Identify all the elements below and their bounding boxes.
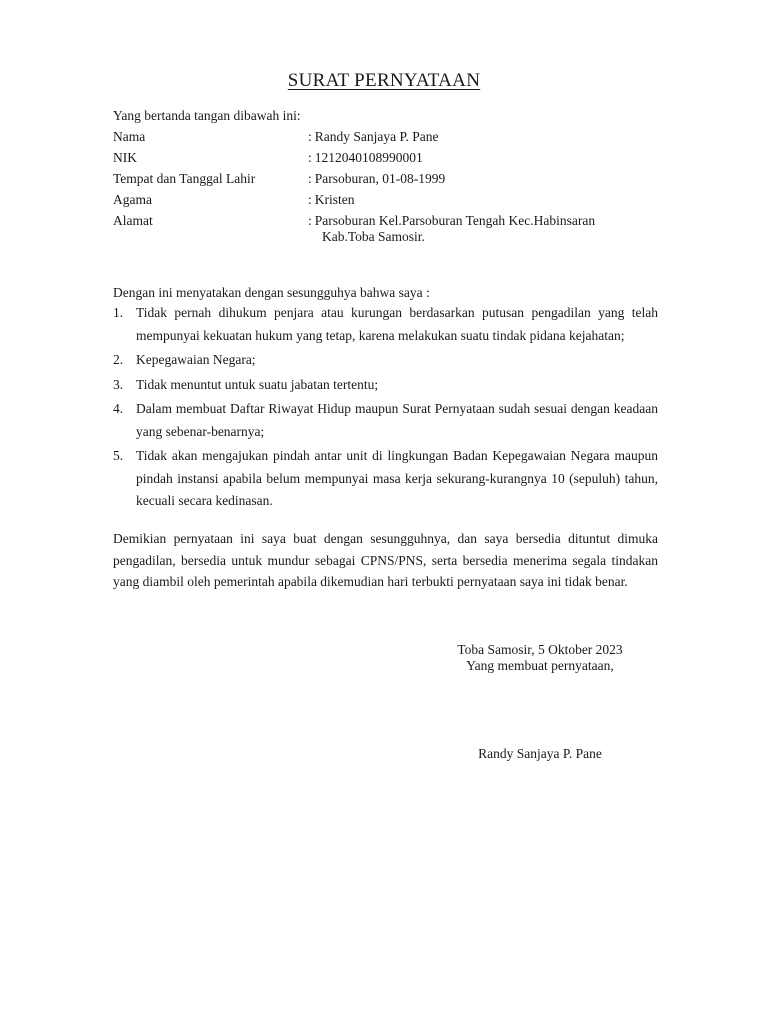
list-number: 1. [113, 305, 124, 320]
identity-label: Alamat [113, 213, 153, 228]
list-number: 5. [113, 448, 124, 463]
list-text: Tidak pernah dihukum penjara atau kurungan berdasarkan putusan pengadilan yang telah mempunyai kekuatan hukum yang tetap, karena melakukan suatu tindak pidana kejahatan; [136, 305, 658, 343]
list-number: 3. [113, 376, 124, 392]
identity-value: : 1212040108990001 [308, 150, 423, 165]
identity-row-birth [113, 171, 653, 187]
identity-label: Nama [113, 129, 146, 144]
identity-row-nik [113, 150, 653, 166]
identity-label: NIK [113, 150, 137, 165]
identity-value-continued: Kab.Toba Samosir. [322, 229, 425, 244]
identity-value: : Parsoburan, 01-08-1999 [308, 171, 446, 186]
identity-row-religion [113, 192, 653, 208]
identity-value: : Randy Sanjaya P. Pane [308, 129, 439, 144]
list-text: Tidak akan mengajukan pindah antar unit di lingkungan Badan Kepegawaian Negara maupun pindah instansi apabila belum mempunyai masa kerja sekurang-kurangnya 10 (sepuluh) tahun, kecuali secara kedinasan. [136, 448, 658, 508]
signature-block [430, 642, 650, 762]
list-item [113, 302, 658, 347]
signature-role: Yang membuat pernyataan, [466, 658, 614, 673]
identity-separator: : [308, 150, 312, 165]
identity-value: : Kristen [308, 192, 355, 207]
list-item [113, 349, 658, 372]
document-title: SURAT PERNYATAAN [287, 70, 481, 91]
list-text: Dalam membuat Daftar Riwayat Hidup maupun Surat Pernyataan sudah sesuai dengan keadaan yang sebenar-benarnya; [136, 401, 658, 439]
identity-label: Agama [113, 192, 152, 207]
identity-separator: : [308, 213, 312, 228]
list-number: 4. [113, 401, 124, 416]
identity-separator: : [308, 171, 312, 186]
intro-text: Yang bertanda tangan dibawah ini: [113, 108, 301, 123]
signature-name: Randy Sanjaya P. Pane [478, 746, 602, 761]
identity-row-address [113, 213, 653, 245]
signature-place-date: Toba Samosir, 5 Oktober 2023 [457, 642, 623, 657]
list-text: Tidak menuntut untuk suatu jabatan tertentu; [136, 376, 379, 392]
statement-list [113, 302, 658, 515]
identity-block [113, 129, 653, 250]
list-item [113, 374, 658, 397]
list-item [113, 445, 658, 513]
closing-paragraph: Demikian pernyataan ini saya buat dengan sesungguhnya, dan saya bersedia dituntut dimuka pengadilan, bersedia untuk mundur sebagai CPNS/PNS, serta bersedia menerima segala tindakan yang diambil oleh pemerintah apabila dikemudian hari terbukti pernyataan saya ini tidak benar. [113, 531, 658, 589]
identity-separator: : [308, 192, 312, 207]
opening-statement: Dengan ini menyatakan dengan sesungguhya bahwa saya : [113, 285, 430, 300]
identity-label: Tempat dan Tanggal Lahir [113, 171, 256, 186]
identity-separator: : [308, 129, 312, 144]
list-number: 2. [113, 352, 124, 367]
identity-value: : Parsoburan Kel.Parsoburan Tengah Kec.Habinsaran Kab.Toba Samosir. [308, 213, 653, 245]
identity-row-name [113, 129, 653, 145]
list-text: Kepegawaian Negara; [136, 352, 256, 367]
list-item [113, 398, 658, 443]
